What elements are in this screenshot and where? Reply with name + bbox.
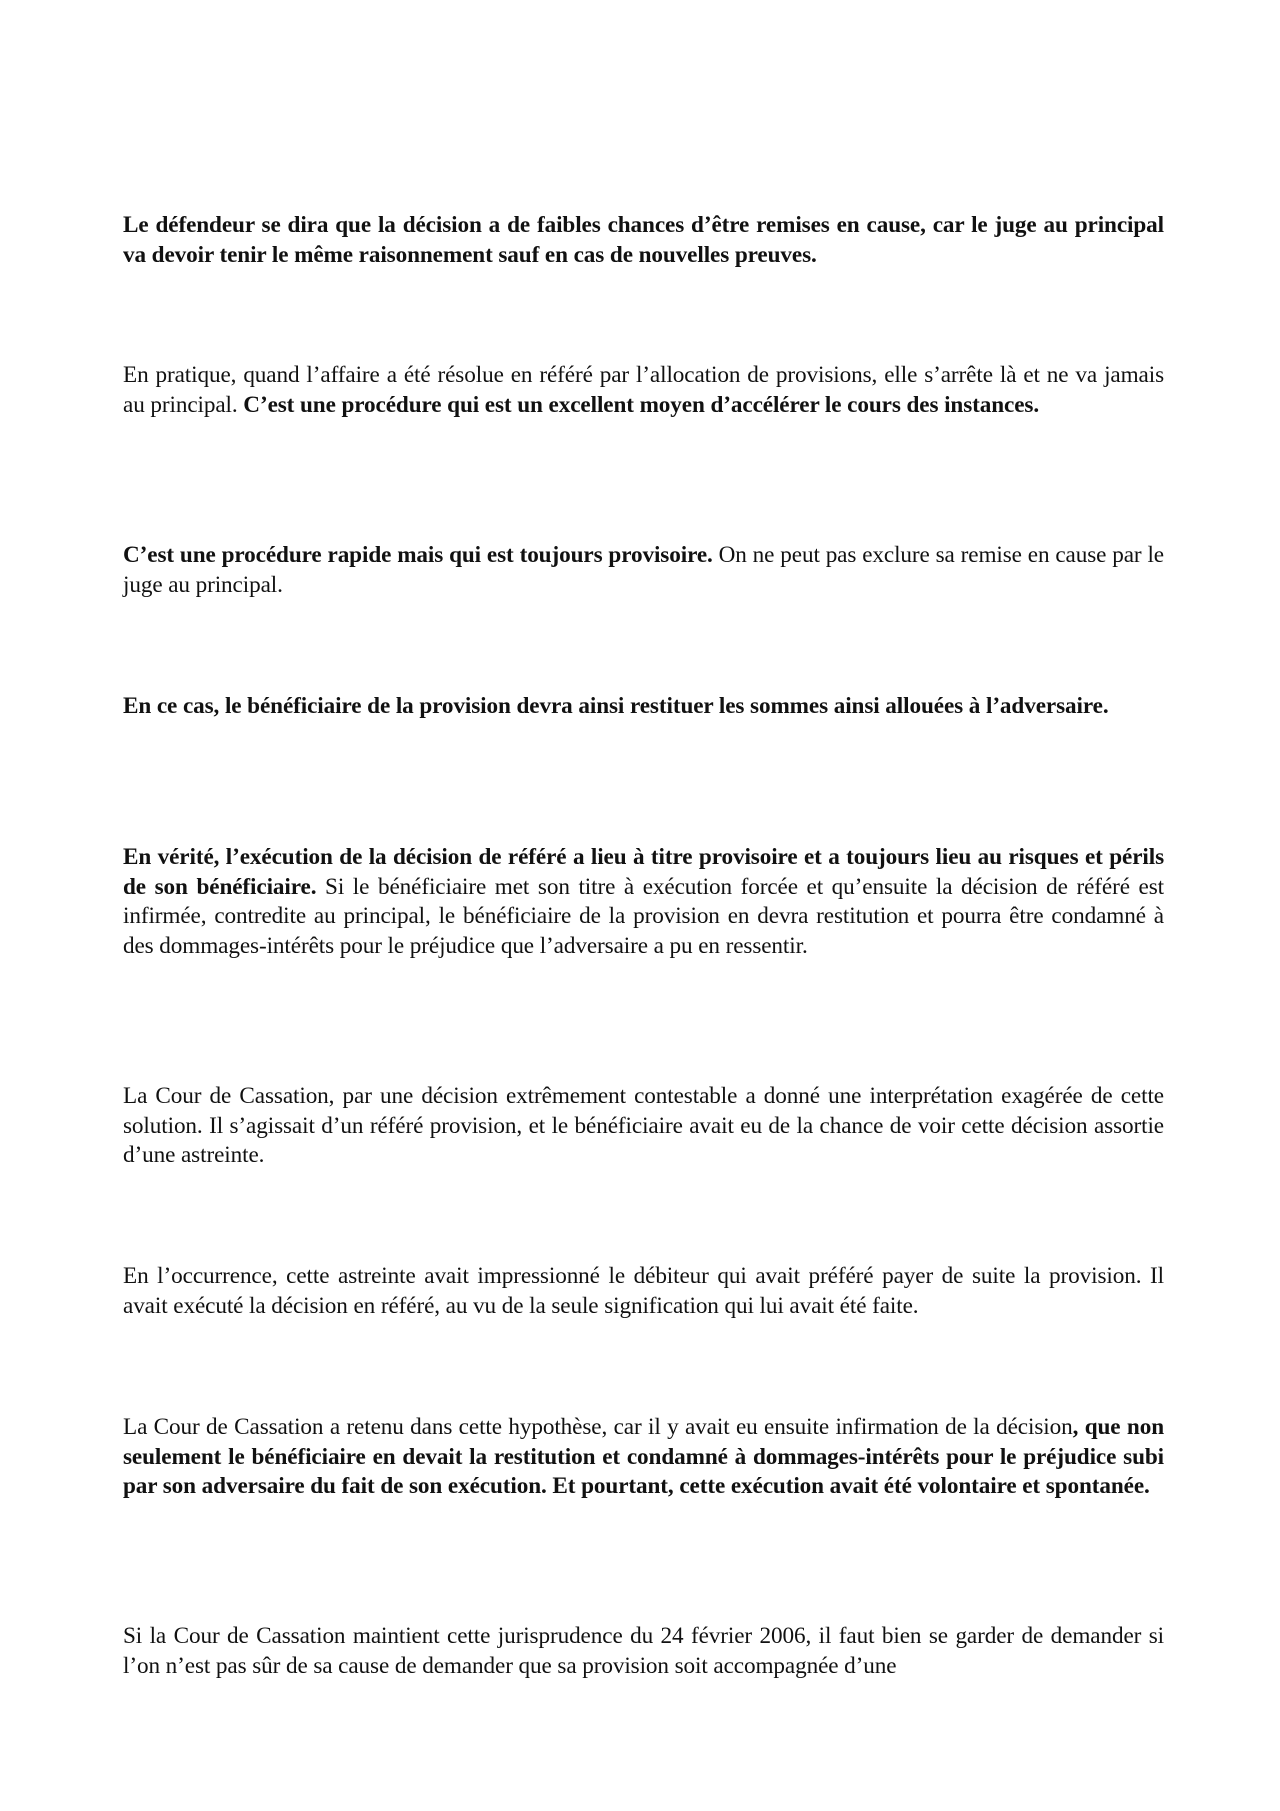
paragraph-4-bold: En ce cas, le bénéficiaire de la provision devra ainsi restituer les sommes ainsi allouées à l’adversaire.: [123, 693, 1109, 719]
paragraph-3-text: On ne peut pas exclure sa remise en cause par le juge au principal.: [123, 542, 1164, 598]
paragraph-1: [123, 211, 1164, 270]
paragraph-8-bold: , que non seulement le bénéficiaire en devait la restitution et condamné à dommages-intérêts pour le préjudice subi par son adversaire du fait de son exécution. Et pourtant, cette exécution avait été volontaire et spontanée.: [123, 1414, 1164, 1500]
paragraph-8-text: La Cour de Cassation a retenu dans cette hypothèse, car il y avait eu ensuite infirmation de la décision: [123, 1414, 1073, 1440]
paragraph-8: [123, 1413, 1164, 1502]
paragraph-7-text: En l’occurrence, cette astreinte avait impressionné le débiteur qui avait préféré payer de suite la provision. Il avait exécuté la décision en référé, au vu de la seule signification qui lui avait été faite.: [123, 1263, 1164, 1319]
paragraph-3-bold: C’est une procédure rapide mais qui est toujours provisoire.: [123, 542, 713, 568]
paragraph-2-text: En pratique, quand l’affaire a été résolue en référé par l’allocation de provisions, elle s’arrête là et ne va jamais au principal.: [123, 362, 1164, 418]
paragraph-2: [123, 361, 1164, 420]
paragraph-4: [123, 692, 1164, 722]
paragraph-5-bold: En vérité, l’exécution de la décision de référé a lieu à titre provisoire et a toujours lieu au risques et périls de son bénéficiaire.: [123, 844, 1164, 900]
paragraph-5-text: Si le bénéficiaire met son titre à exécution forcée et qu’ensuite la décision de référé est infirmée, contredite au principal, le bénéficiaire de la provision en devra restitution et pourra être condamné à des dommages-intérêts pour le préjudice que l’adversaire a pu en ressentir.: [123, 873, 1164, 959]
paragraph-1-bold: Le défendeur se dira que la décision a de faibles chances d’être remises en cause, car le juge au principal va devoir tenir le même raisonnement sauf en cas de nouvelles preuves.: [123, 212, 1164, 268]
paragraph-6-text: La Cour de Cassation, par une décision extrêmement contestable a donné une interprétation exagérée de cette solution. Il s’agissait d’un référé provision, et le bénéficiaire avait eu de la chance de voir cette décision assortie d’une astreinte.: [123, 1083, 1164, 1169]
paragraph-9-text: Si la Cour de Cassation maintient cette jurisprudence du 24 février 2006, il faut bien se garder de demander si l’on n’est pas sûr de sa cause de demander que sa provision soit accompagnée d’une: [123, 1623, 1164, 1679]
paragraph-2-bold: C’est une procédure qui est un excellent moyen d’accélérer le cours des instances.: [243, 391, 1040, 418]
paragraph-6: [123, 1082, 1164, 1171]
paragraph-5: [123, 843, 1164, 961]
paragraph-9: [123, 1622, 1164, 1681]
paragraph-3: [123, 541, 1164, 600]
paragraph-7: [123, 1262, 1164, 1321]
